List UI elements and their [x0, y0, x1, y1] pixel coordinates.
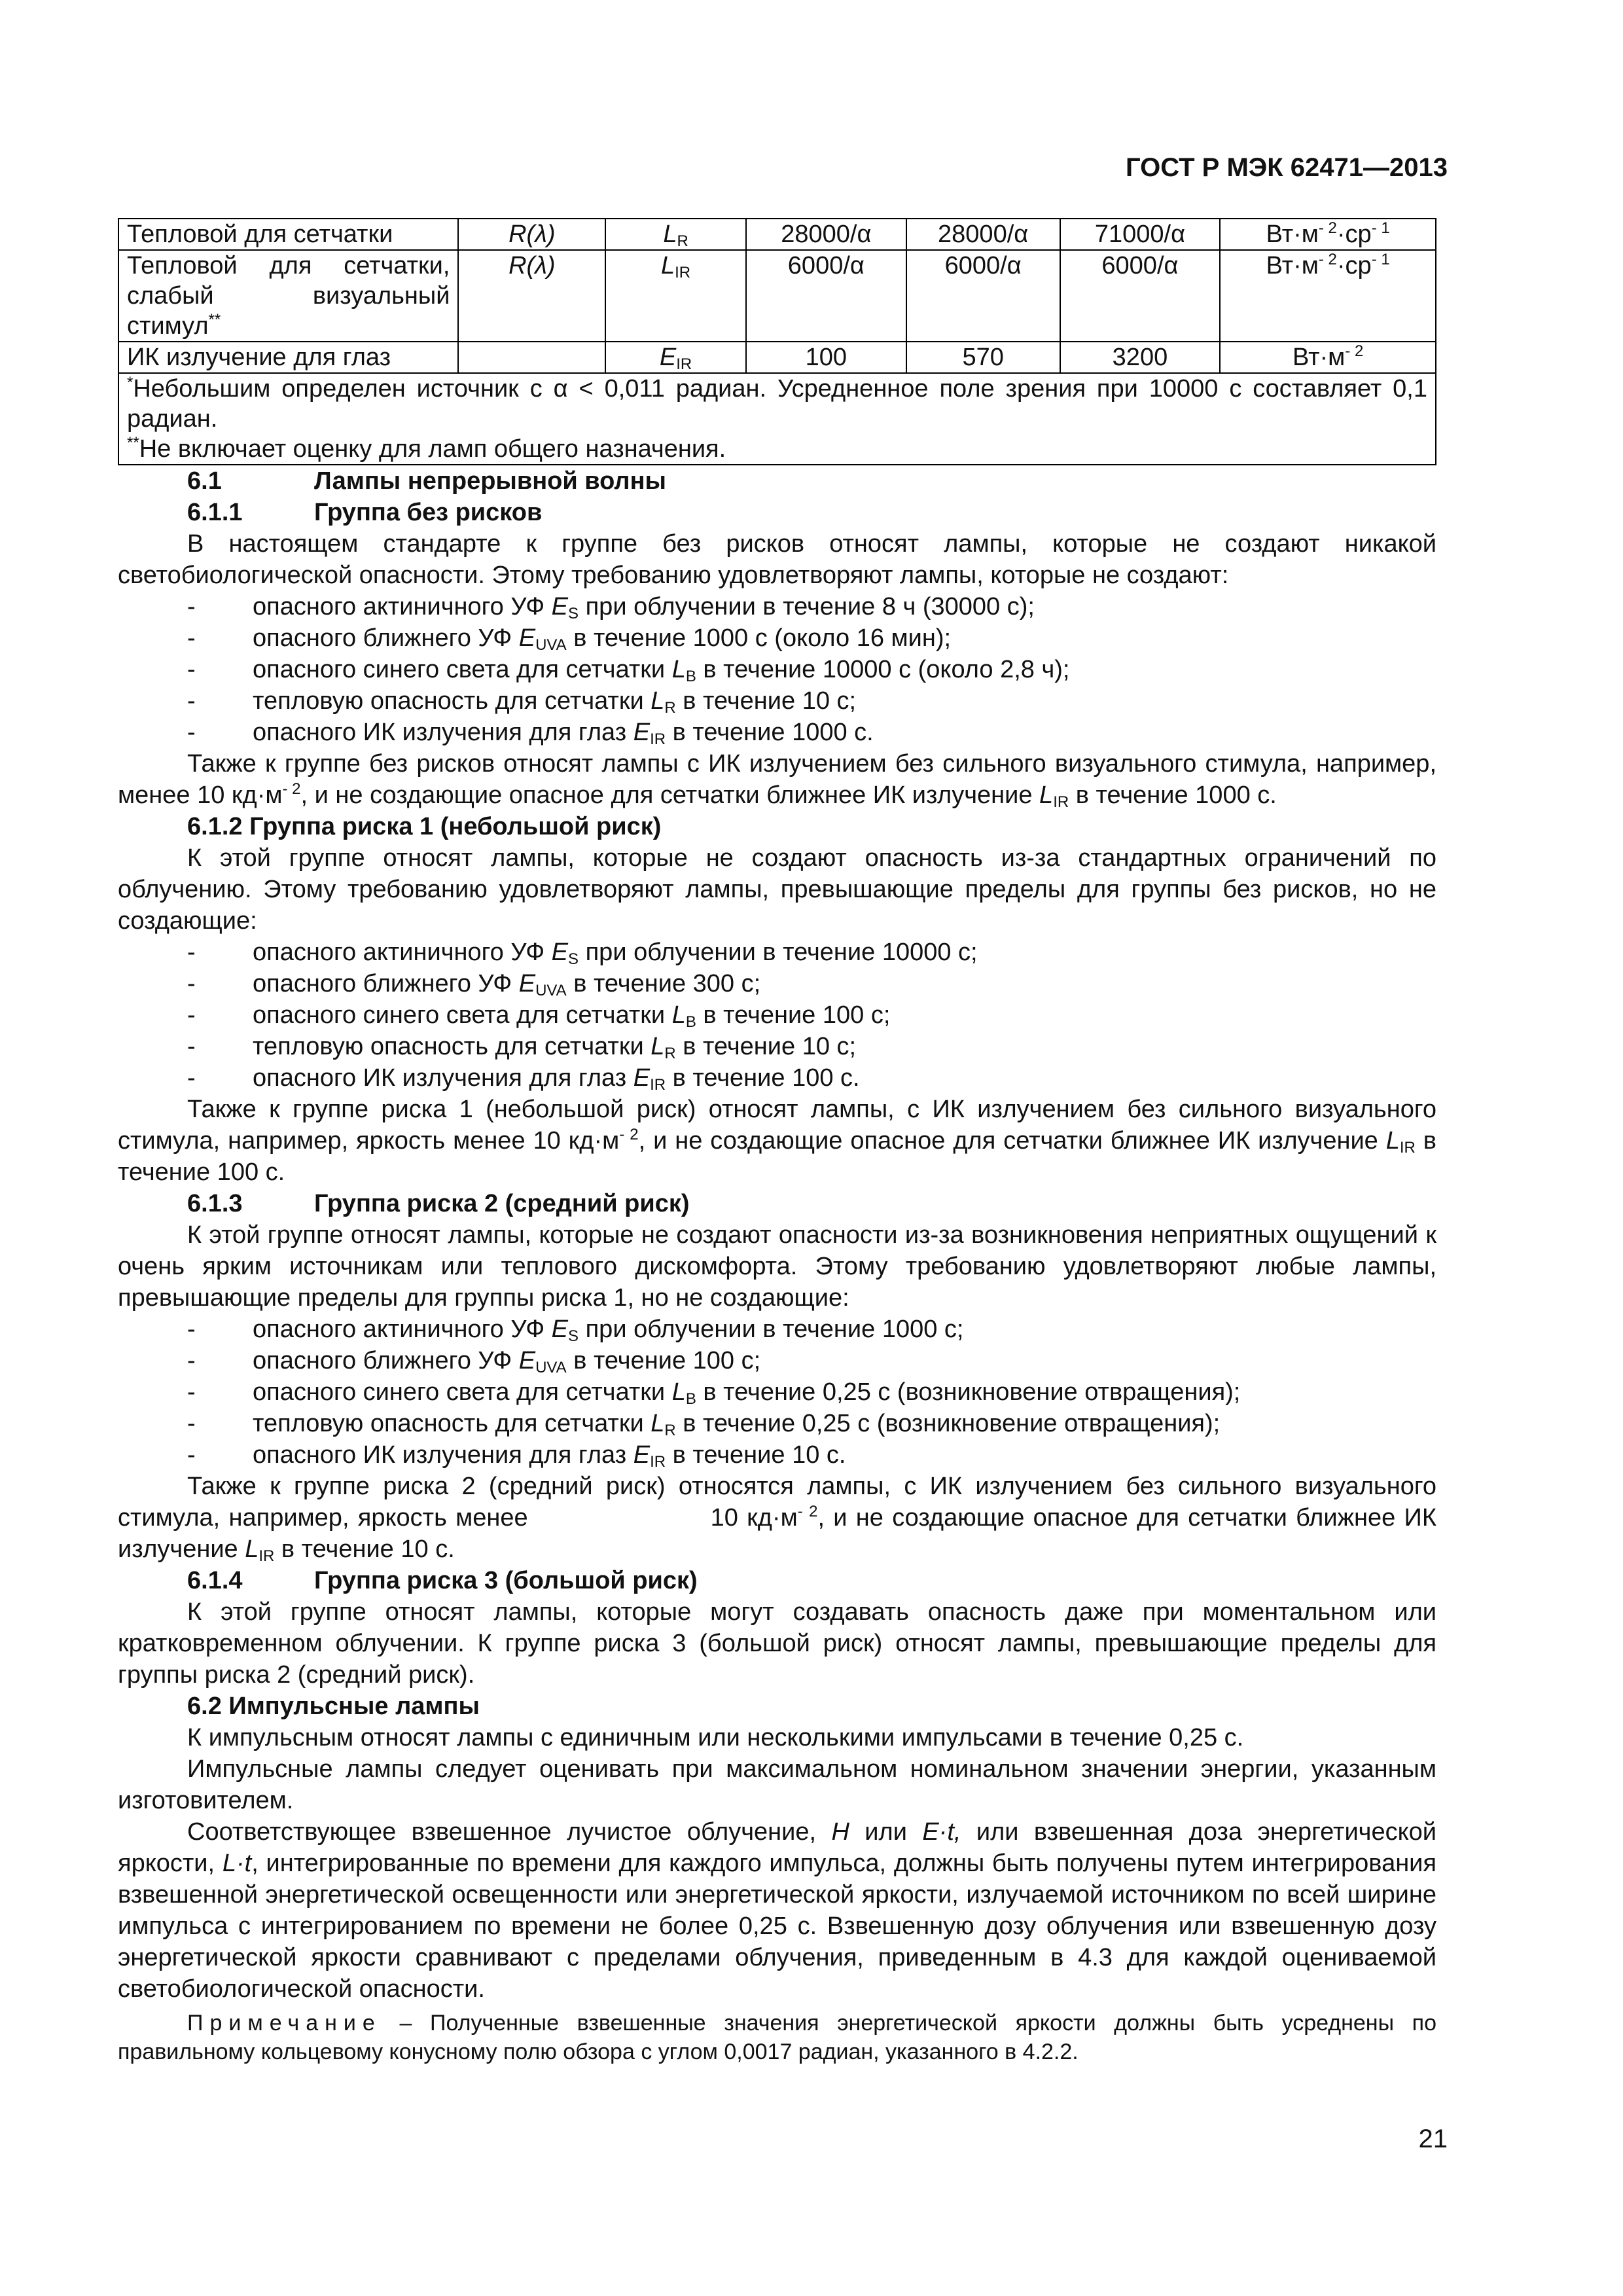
symbol: E — [551, 1316, 569, 1343]
unit-exponent: - 1 — [1371, 251, 1390, 268]
symbol-subscript: UVA — [535, 1359, 567, 1376]
bullet-dash: - — [187, 939, 196, 966]
bullet-dash: - — [187, 624, 196, 652]
item-text: в течение 10 с; — [675, 1033, 857, 1060]
list-item — [118, 1031, 1436, 1062]
unit-text: Вт·м — [1293, 344, 1346, 371]
symbol-subscript: R — [664, 699, 676, 717]
symbol-subscript: IR — [675, 264, 691, 281]
symbol-subscript: S — [568, 950, 579, 968]
paragraph: К этой группе относят лампы, которые не создают опасности из-за возникновения неприятных ощущений к очень ярким источникам или теплового дискомфорта. Этому требованию удовлетворяют любые лампы, превышающие пределы для группы риска 1, но не создающие: — [118, 1221, 1436, 1312]
list-item — [118, 937, 1436, 968]
table-cell-name — [118, 250, 458, 342]
bullet-dash: - — [187, 656, 196, 683]
table-cell-name — [118, 342, 458, 373]
page-number: 21 — [1418, 2125, 1448, 2153]
item-text: при облучении в течение 10000 с; — [579, 939, 978, 966]
paragraph: Импульсные лампы следует оценивать при максимальном номинальном значении энергии, указанным изготовителем. — [118, 1755, 1436, 1814]
paragraph: Соответствующее взвешенное лучистое облучение, H или E·t, или взвешенная доза энергетической яркости, L·t, интегрированные по времени для каждого импульса, должны быть получены путем интегрирования взвешенной энергетической освещенности или энергетической яркости, излучаемой источником по всей ширине импульса с интегрированием по времени не более 0,25 с. Взвешенную дозу облучения или взвешенную дозу энергетической яркости сравнивают с пределами облучения, приведенным в 4.3 для каждой оцениваемой светобиологической опасности. — [118, 1818, 1437, 2003]
item-text: в течение 300 с; — [566, 970, 761, 997]
footnote-mark: * — [127, 374, 134, 391]
symbol-subscript: IR — [650, 730, 666, 748]
table-cell-value: 6000/α — [746, 250, 906, 342]
item-text: опасного синего света для сетчатки — [253, 656, 672, 683]
item-text: в течение 10 с; — [675, 687, 857, 715]
table-notes — [118, 373, 1436, 465]
paragraph: К этой группе относят лампы, которые могут создавать опасность даже при моментальном или кратковременном облучении. К группе риска 3 (большой риск) относят лампы, превышающие пределы для группы риска 2 (средний риск). — [118, 1598, 1436, 1689]
table-cell-value: 6000/α — [906, 250, 1060, 342]
item-text: опасного актиничного УФ — [253, 939, 552, 966]
table-cell-symbol — [605, 342, 746, 373]
table-row — [118, 219, 1436, 250]
note-text: Небольшим определен источник с α < 0,011 радиан. Усредненное поле зрения при 10000 с составляет 0,1 радиан. — [127, 375, 1427, 433]
paragraph: Также к группе риска 2 (средний риск) относятся лампы, с ИК излучением без сильного визуального стимула, например, яркость менее 10 $кд\cdot м^{- 2}$, и не создающие опасное для сетчатки ближнее ИК излучение $L_{IR}$ в течение 10 с. — [118, 1473, 1444, 1565]
bullet-dash: - — [187, 1033, 196, 1060]
bullet-list — [118, 937, 1436, 1094]
table-note — [127, 374, 1427, 434]
bullet-dash: - — [187, 593, 196, 620]
symbol: L — [671, 656, 686, 683]
item-text: опасного актиничного УФ — [253, 593, 552, 620]
table-cell-unit — [1220, 250, 1436, 342]
list-item — [118, 1439, 1436, 1471]
symbol: E — [633, 1064, 651, 1092]
item-text: тепловую опасность для сетчатки — [253, 1410, 651, 1437]
item-text: тепловую опасность для сетчатки — [253, 1033, 651, 1060]
item-text: в течение 10 с. — [666, 1441, 846, 1469]
table-cell-value: 6000/α — [1060, 250, 1221, 342]
table-row — [118, 250, 1436, 342]
footnote-mark: ** — [127, 434, 139, 452]
paragraph: В настоящем стандарте к группе без рисков относят лампы, которые не создают никакой светобиологической опасности. Этому требованию удовлетворяют лампы, которые не создают: — [118, 530, 1436, 589]
item-text: в течение 1000 с. — [666, 719, 874, 746]
symbol: E — [518, 624, 536, 652]
note-text: Не включает оценку для ламп общего назначения. — [139, 435, 726, 463]
symbol: E — [633, 1441, 651, 1469]
list-item — [118, 968, 1436, 999]
symbol-subscript: R — [664, 1045, 676, 1062]
table-cell-function — [458, 219, 605, 250]
unit-text: Вт·м — [1266, 221, 1319, 248]
section-6-1-heading: 6.1 Лампы непрерывной волны — [187, 467, 666, 495]
symbol: E — [551, 593, 569, 620]
table-cell-value: 28000/α — [746, 219, 906, 250]
item-text: опасного ближнего УФ — [253, 624, 519, 652]
section-6-2-heading: 6.2 Импульсные лампы — [187, 1693, 480, 1720]
bullet-dash: - — [187, 1410, 196, 1437]
list-item — [118, 622, 1436, 654]
unit-text: Вт·м — [1266, 252, 1319, 279]
unit-text: ·ср — [1336, 221, 1372, 248]
table-note — [127, 434, 1427, 464]
item-text: опасного синего света для сетчатки — [253, 1378, 672, 1406]
unit-exponent: - 1 — [1371, 219, 1390, 237]
symbol: L — [651, 687, 665, 715]
table-cell-value: 3200 — [1060, 342, 1221, 373]
symbol-subscript: B — [685, 668, 696, 685]
cell-text: Тепловой для сетчатки, слабый визуальный стимул — [127, 252, 450, 340]
table-row — [118, 342, 1436, 373]
paragraph: Также к группе без рисков относят лампы с ИК излучением без сильного визуального стимула, например, менее 10 $кд\cdot м^{- 2}$, и не создающие опасное для сетчатки ближнее ИК излучение $L_{IR}$ в течение 1000 с. — [118, 750, 1436, 811]
item-text: тепловую опасность для сетчатки — [253, 687, 651, 715]
bullet-dash: - — [187, 1378, 196, 1406]
note-paragraph: Примечание – Полученные взвешенные значения энергетической яркости должны быть усреднены по правильному кольцевому конусному полю обзора с углом 0,0017 радиан, указанного в 4.2.2. — [118, 2011, 1436, 2064]
table-cell-symbol — [605, 250, 746, 342]
list-item — [118, 1376, 1436, 1408]
table-cell-value: 28000/α — [906, 219, 1060, 250]
symbol: L — [651, 1033, 665, 1060]
paragraph: К импульсным относят лампы с единичным или несколькими импульсами в течение 0,25 с. — [187, 1724, 1244, 1751]
table-cell-value: 100 — [746, 342, 906, 373]
symbol-subscript: IR — [676, 355, 692, 373]
unit-exponent: - 2 — [1345, 342, 1364, 360]
cell-text: ИК излучение для глаз — [127, 344, 391, 371]
item-text: в течение 100 с. — [666, 1064, 860, 1092]
list-item — [118, 685, 1436, 717]
section-6-1-2-heading: 6.1.2 Группа риска 1 (небольшой риск) — [187, 813, 662, 840]
symbol-subscript: UVA — [535, 982, 567, 999]
table-cell-function — [458, 250, 605, 342]
item-text: опасного ближнего УФ — [253, 970, 519, 997]
item-text: в течение 100 с; — [566, 1347, 761, 1374]
list-item — [118, 1062, 1436, 1094]
item-text: в течение 1000 с (около 16 мин); — [566, 624, 952, 652]
section-6-1-4-heading: 6.1.4 Группа риска 3 (большой риск) — [187, 1567, 698, 1594]
table-cell-name — [118, 219, 458, 250]
unit-exponent: - 2 — [1318, 219, 1337, 237]
item-text: опасного ИК излучения для глаз — [253, 1441, 633, 1469]
list-item — [118, 591, 1436, 622]
list-item — [118, 1345, 1436, 1376]
item-text: в течение 0,25 с (возникновение отвращения); — [675, 1410, 1221, 1437]
unit-text: ·ср — [1336, 252, 1372, 279]
symbol: L — [671, 1378, 686, 1406]
paragraph: К этой группе относят лампы, которые не создают опасность из-за стандартных ограничений по облучению. Этому требованию удовлетворяют лампы, превышающие пределы для группы без рисков, но не создающие: — [118, 844, 1436, 935]
table-cell-unit — [1220, 219, 1436, 250]
symbol: E — [518, 1347, 536, 1374]
table-cell-value: 71000/α — [1060, 219, 1221, 250]
bullet-dash: - — [187, 970, 196, 997]
symbol-subscript: IR — [650, 1453, 666, 1471]
list-item — [118, 654, 1436, 685]
item-text: в течение 100 с; — [696, 1001, 891, 1029]
list-item — [118, 1314, 1436, 1345]
bullet-dash: - — [187, 1001, 196, 1029]
item-text: при облучении в течение 8 ч (30000 с); — [579, 593, 1035, 620]
symbol-subscript: S — [568, 1327, 579, 1345]
item-text: опасного ИК излучения для глаз — [253, 719, 633, 746]
symbol-subscript: B — [685, 1013, 696, 1031]
symbol: E — [518, 970, 536, 997]
list-item — [118, 717, 1436, 748]
table-notes-row — [118, 373, 1436, 465]
footnote-mark: ** — [208, 311, 221, 329]
bullet-dash: - — [187, 1441, 196, 1469]
table-cell-function — [458, 342, 605, 373]
list-item — [118, 1408, 1436, 1439]
item-text: в течение 0,25 с (возникновение отвращения); — [696, 1378, 1241, 1406]
symbol: E — [633, 719, 651, 746]
cell-text: Тепловой для сетчатки — [127, 221, 393, 248]
item-text: опасного актиничного УФ — [253, 1316, 552, 1343]
unit-exponent: - 2 — [1318, 251, 1337, 268]
cell-text: R(λ) — [508, 221, 556, 248]
table-cell-value: 570 — [906, 342, 1060, 373]
document-body — [118, 218, 1444, 2066]
symbol: L — [661, 252, 675, 279]
bullet-dash: - — [187, 687, 196, 715]
cell-text: R(λ) — [508, 252, 556, 279]
symbol-subscript: S — [568, 605, 579, 622]
item-text: опасного ближнего УФ — [253, 1347, 519, 1374]
table-cell-symbol — [605, 219, 746, 250]
bullet-list — [118, 1314, 1436, 1471]
note-label: Примечание — [187, 2011, 382, 2036]
list-item — [118, 999, 1436, 1031]
item-text: опасного синего света для сетчатки — [253, 1001, 672, 1029]
section-6-1-1-heading: 6.1.1 Группа без рисков — [187, 499, 543, 526]
item-text: в течение 10000 с (около 2,8 ч); — [696, 656, 1070, 683]
bullet-list — [118, 591, 1436, 748]
limits-table — [118, 218, 1436, 465]
symbol: E — [659, 344, 677, 371]
bullet-dash: - — [187, 719, 196, 746]
symbol: L — [651, 1410, 665, 1437]
item-text: при облучении в течение 1000 с; — [579, 1316, 964, 1343]
symbol-subscript: IR — [650, 1076, 666, 1094]
symbol: L — [663, 221, 677, 248]
item-text: опасного ИК излучения для глаз — [253, 1064, 633, 1092]
bullet-dash: - — [187, 1064, 196, 1092]
symbol-subscript: UVA — [535, 636, 567, 654]
bullet-dash: - — [187, 1347, 196, 1374]
symbol: E — [551, 939, 569, 966]
document-header: ГОСТ Р МЭК 62471—2013 — [1125, 153, 1448, 182]
table-cell-unit — [1220, 342, 1436, 373]
symbol-subscript: R — [664, 1422, 676, 1439]
paragraph: Также к группе риска 1 (небольшой риск) относят лампы, с ИК излучением без сильного визуального стимула, например, яркость менее 10 $кд\cdot м^{- 2}$, и не создающие опасное для сетчатки ближнее ИК излучение $L_{IR}$ в течение 100 с. — [118, 1096, 1436, 1186]
bullet-dash: - — [187, 1316, 196, 1343]
section-6-1-3-heading: 6.1.3 Группа риска 2 (средний риск) — [187, 1190, 690, 1217]
symbol-subscript: B — [685, 1390, 696, 1408]
symbol: L — [671, 1001, 686, 1029]
symbol-subscript: R — [677, 232, 688, 250]
